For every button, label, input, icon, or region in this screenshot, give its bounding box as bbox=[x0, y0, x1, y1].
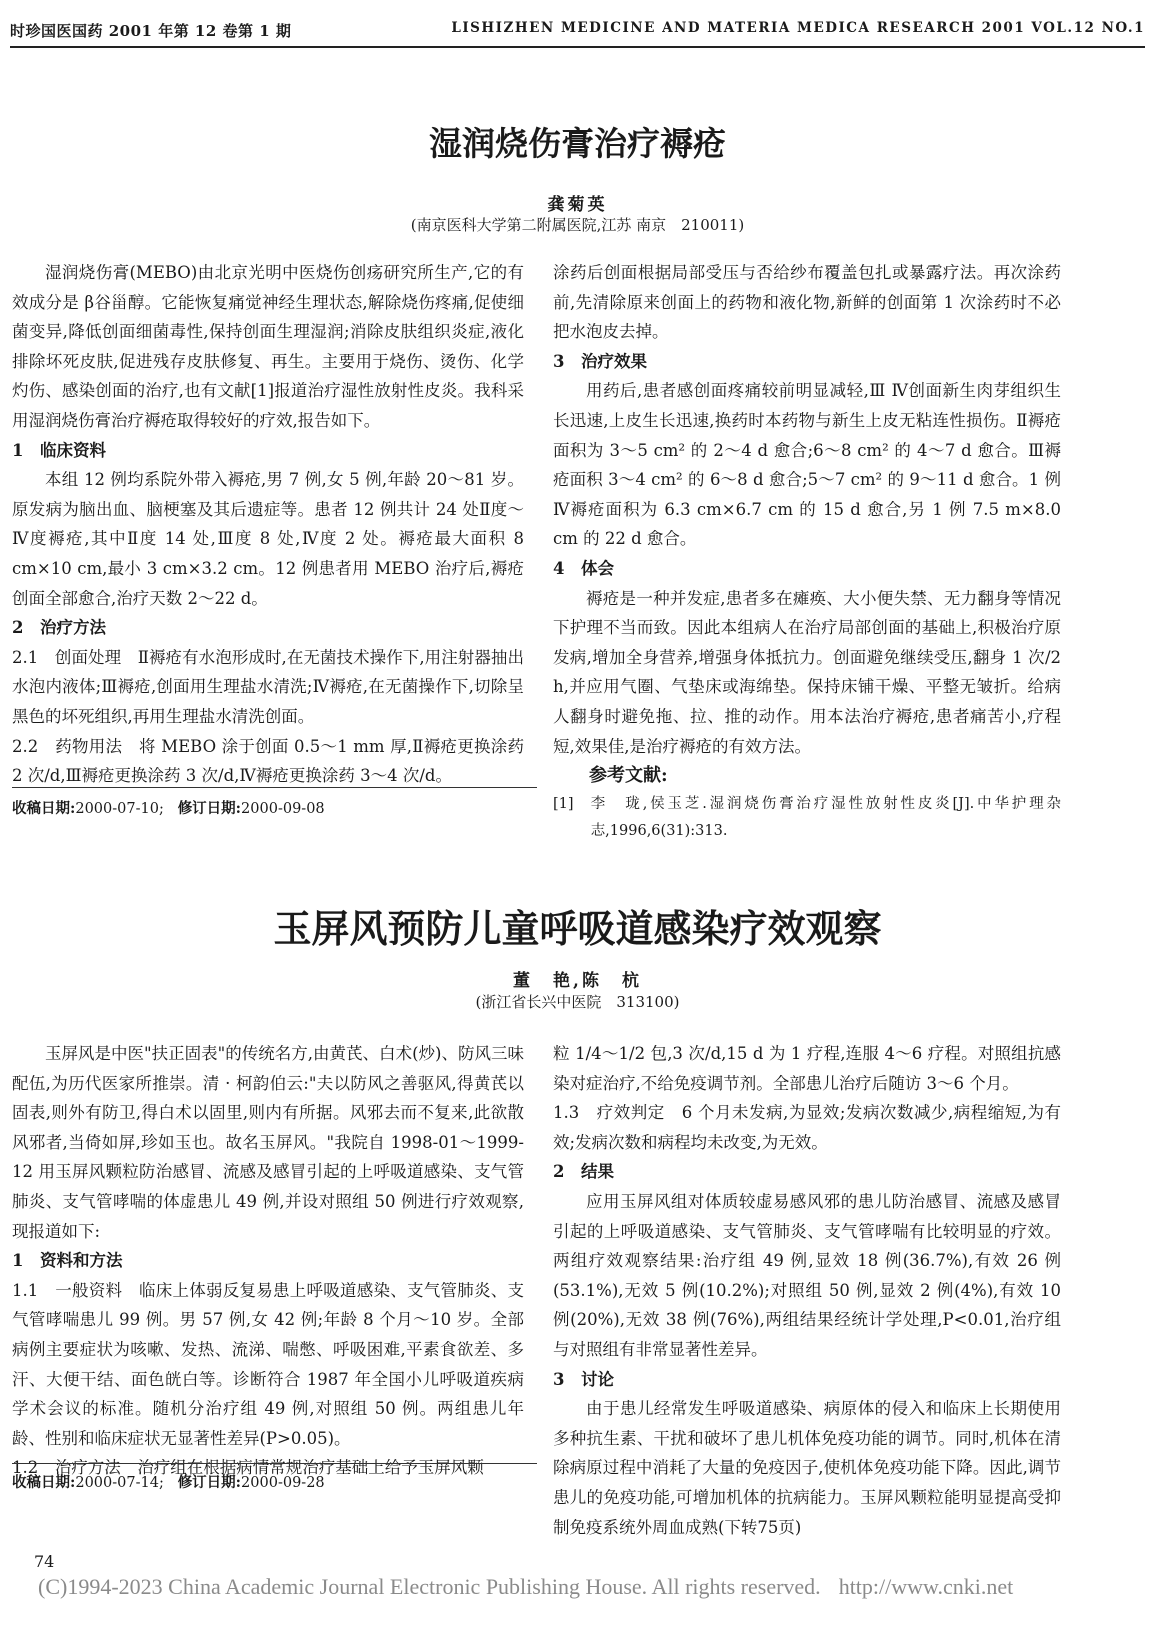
paragraph: 1.2 治疗方法 治疗组在根据病情常规治疗基础上给予玉屏风颗 bbox=[12, 1458, 484, 1478]
received-date: 2000-07-10; bbox=[75, 801, 164, 817]
section-heading: 2 治疗方法 bbox=[12, 618, 106, 638]
paragraph: 褥疮是一种并发症,患者多在瘫痪、大小便失禁、无力翻身等情况下护理不当而致。因此本组病人在治疗局部创面的基础上,积极治疗原发病,增加全身营养,增强身体抵抗力。创面避免继续受压,翻身 1 次/2 h,并应用气圈、气垫床或海绵垫。保持床铺干燥、平整无皱折。给病人翻身时避免拖、拉、推的动作。用本法治疗褥疮,患者痛苦小,疗程短,效果佳,是治疗褥疮的有效方法。 bbox=[553, 588, 1061, 756]
header-rule bbox=[10, 46, 1145, 48]
section-heading: 1 资料和方法 bbox=[12, 1251, 123, 1271]
article2-footnote-rule bbox=[12, 1463, 537, 1464]
article2-authors: 董 艳,陈 杭 bbox=[513, 971, 642, 991]
article1-left-column bbox=[12, 258, 524, 791]
received-label: 收稿日期: bbox=[12, 800, 76, 817]
page-number: 74 bbox=[34, 1552, 55, 1571]
reference-text: 李 珑,侯玉芝.湿润烧伤膏治疗湿性放射性皮炎[J].中华护理杂志,1996,6(31):313. bbox=[590, 795, 1061, 839]
article2-affiliation: (浙江省长兴中医院 313100) bbox=[475, 993, 680, 1011]
paragraph: 用药后,患者感创面疼痛较前明显减轻,Ⅲ Ⅳ创面新生肉芽组织生长迅速,上皮生长迅速,换药时本药物与新生上皮无粘连性损伤。Ⅱ褥疮面积为 3～5 cm² 的 2～4 d 愈合;6～8 cm² 的 4～7 d 愈合。Ⅲ褥疮面积 3～4 cm² 的 6～8 d 愈合;5～7 cm² 的 9～11 d 愈合。1 例Ⅳ褥疮面积为 6.3 cm×6.7 cm 的 15 d 愈合,另 1 例 7.5 m×8.0 cm 的 22 d 愈合。 bbox=[553, 381, 1061, 549]
revised-label: 修订日期: bbox=[177, 1474, 242, 1491]
received-label: 收稿日期: bbox=[12, 1474, 76, 1491]
paragraph: 玉屏风是中医"扶正固表"的传统名方,由黄芪、白术(炒)、防风三味配伍,为历代医家所推崇。清 · 柯韵伯云:"夫以防风之善驱风,得黄芪以固表,则外有防卫,得白术以固里,则内有所据。风邪去而不复来,此欲散风邪者,当倚如屏,珍如玉也。故名玉屏风。"我院自 1998-01～1999-12 用玉屏风颗粒防治感冒、流感及感冒引起的上呼吸道感染、支气管肺炎、支气管哮喘的体虚患儿 49 例,并设对照组 50 例进行疗效观察,现报道如下: bbox=[12, 1044, 524, 1241]
running-header-left: 时珍国医国药 2001 年第 12 卷第 1 期 bbox=[10, 22, 292, 40]
article2-right-column bbox=[553, 1039, 1061, 1542]
article1-title: 湿润烧伤膏治疗褥疮 bbox=[429, 124, 726, 163]
references-heading: 参考文献: bbox=[589, 765, 668, 787]
reference-number: [1] bbox=[553, 795, 574, 812]
paragraph: 本组 12 例均系院外带入褥疮,男 7 例,女 5 例,年龄 20～81 岁。原发病为脑出血、脑梗塞及其后遗症等。患者 12 例共计 24 处Ⅱ度～Ⅳ度褥疮,其中Ⅱ度 14 处,Ⅲ度 8 处,Ⅳ度 2 处。褥疮最大面积 8 cm×10 cm,最小 3 cm×3.2 cm。12 例患者用 MEBO 治疗后,褥疮创面全部愈合,治疗天数 2～22 d。 bbox=[12, 470, 524, 608]
paragraph: 湿润烧伤膏(MEBO)由北京光明中医烧伤创疡研究所生产,它的有效成分是 β谷甾醇。它能恢复痛觉神经生理状态,解除烧伤疼痛,促使细菌变异,降低创面细菌毒性,保持创面生理湿润;消除皮肤组织炎症,液化排除坏死皮肤,促进残存皮肤修复、再生。主要用于烧伤、烫伤、化学灼伤、感染创面的治疗,也有文献[1]报道治疗湿性放射性皮炎。我科采用湿润烧伤膏治疗褥疮取得较好的疗效,报告如下。 bbox=[12, 263, 524, 430]
copyright-footer bbox=[38, 1574, 1013, 1600]
revised-date: 2000-09-28 bbox=[241, 1475, 325, 1491]
paragraph: 粒 1/4～1/2 包,3 次/d,15 d 为 1 疗程,连服 4～6 疗程。对照组抗感染对症治疗,不给免疫调节剂。全部患儿治疗后随访 3～6 个月。 bbox=[553, 1044, 1061, 1093]
article1-footnote-rule bbox=[12, 787, 537, 788]
article1-affiliation: (南京医科大学第二附属医院,江苏 南京 210011) bbox=[410, 216, 745, 234]
reference-item bbox=[553, 791, 1061, 845]
paragraph: 1.3 疗效判定 6 个月未发病,为显效;发病次数减少,病程缩短,为有效;发病次数和病程均未改变,为无效。 bbox=[553, 1103, 1061, 1152]
section-heading: 4 体会 bbox=[553, 558, 614, 578]
section-heading: 3 讨论 bbox=[553, 1369, 614, 1389]
article2-dates bbox=[12, 1471, 325, 1492]
section-heading: 3 治疗效果 bbox=[553, 351, 647, 371]
copyright-text: (C)1994-2023 China Academic Journal Electronic Publishing House. All rights reserved. bbox=[38, 1574, 821, 1599]
section-heading: 1 临床资料 bbox=[12, 440, 106, 460]
article2-left-column bbox=[12, 1039, 524, 1483]
paragraph: 涂药后创面根据局部受压与否给纱布覆盖包扎或暴露疗法。再次涂药前,先清除原来创面上的药物和液化物,新鲜的创面第 1 次涂药时不必把水泡皮去掉。 bbox=[553, 263, 1061, 342]
running-header-right: LISHIZHEN MEDICINE AND MATERIA MEDICA RESEARCH 2001 VOL.12 NO.1 bbox=[451, 20, 1145, 36]
paragraph: 由于患儿经常发生呼吸道感染、病原体的侵入和临床上长期使用多种抗生素、干扰和破坏了患儿机体免疫功能的调节。同时,机体在清除病原过程中消耗了大量的免疫因子,使机体免疫功能下降。因此,调节患儿的免疫功能,可增加机体的抗病能力。玉屏风颗粒能明显提高受抑制免疫系统外周血成熟(下转75页) bbox=[553, 1399, 1061, 1537]
cnki-link[interactable]: http://www.cnki.net bbox=[838, 1574, 1014, 1599]
article1-right-column bbox=[553, 258, 1061, 845]
paragraph: 2.2 药物用法 将 MEBO 涂于创面 0.5～1 mm 厚,Ⅱ褥疮更换涂药 2 次/d,Ⅲ褥疮更换涂药 3 次/d,Ⅳ褥疮更换涂药 3～4 次/d。 bbox=[12, 736, 524, 786]
revised-date: 2000-09-08 bbox=[241, 801, 325, 817]
paragraph: 应用玉屏风组对体质较虚易感风邪的患儿防治感冒、流感及感冒引起的上呼吸道感染、支气管肺炎、支气管哮喘有比较明显的疗效。两组疗效观察结果:治疗组 49 例,显效 18 例(36.7%),有效 26 例(53.1%),无效 5 例(10.2%);对照组 50 例,显效 2 例(4%),有效 10 例(20%),无效 38 例(76%),两组结果经统计学处理,P<0.01,治疗组与对照组有非常显著性差异。 bbox=[553, 1191, 1061, 1359]
section-heading: 2 结果 bbox=[553, 1162, 614, 1182]
received-date: 2000-07-14; bbox=[75, 1475, 164, 1491]
paragraph: 2.1 创面处理 Ⅱ褥疮有水泡形成时,在无菌技术操作下,用注射器抽出水泡内液体;Ⅲ褥疮,创面用生理盐水清洗;Ⅳ褥疮,在无菌操作下,切除呈黑色的坏死组织,再用生理盐水清洗创面。 bbox=[12, 647, 524, 726]
article1-dates bbox=[12, 797, 325, 818]
article1-author: 龚菊英 bbox=[547, 195, 608, 215]
article2-title: 玉屏风预防儿童呼吸道感染疗效观察 bbox=[273, 906, 882, 951]
paragraph: 1.1 一般资料 临床上体弱反复易患上呼吸道感染、支气管肺炎、支气管哮喘患儿 99 例。男 57 例,女 42 例;年龄 8 个月～10 岁。全部病例主要症状为咳嗽、发热、流涕、喘憋、呼吸困难,平素食欲差、多汗、大便干结、面色㿠白等。诊断符合 1987 年全国小儿呼吸道疾病学术会议的标准。随机分治疗组 49 例,对照组 50 例。两组患儿年龄、性别和临床症状无显著性差异(P>0.05)。 bbox=[12, 1280, 524, 1448]
revised-label: 修订日期: bbox=[177, 800, 242, 817]
